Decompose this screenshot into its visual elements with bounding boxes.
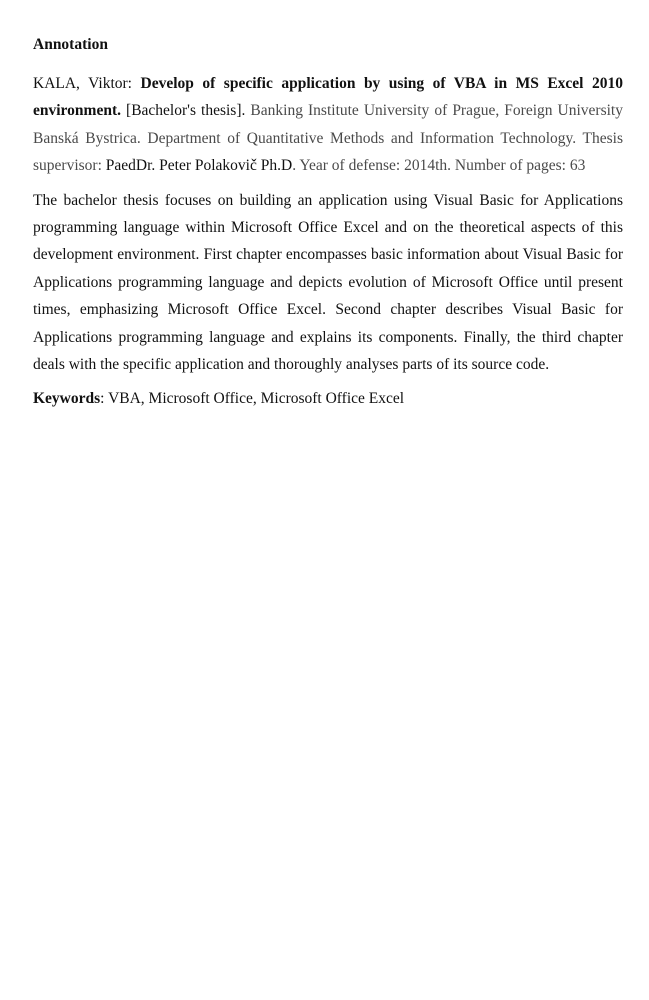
citation-institution: Banking Institute University of Prague, Foreign University Banská Bystrica. Department of Quantitative Methods and Information Technology. Thesis supervisor: (33, 102, 623, 175)
citation-author: KALA, Viktor: (33, 75, 141, 92)
citation-defense-info: . Year of defense: 2014th. Number of pages: 63 (292, 157, 586, 175)
citation-supervisor: PaedDr. Peter Polakovič Ph.D (105, 157, 293, 175)
abstract-paragraph: The bachelor thesis focuses on building an application using Visual Basic for Applications programming language within Microsoft Office Excel and on the theoretical aspects of this development environment. First chapter encompasses basic information about Visual Basic for Applications programming language and depicts evolution of Microsoft Office until present times, emphasizing Microsoft Office Excel. Second chapter describes Visual Basic for Applications programming language and explains its components. Finally, the third chapter deals with the specific application and thoroughly analyses parts of its source code. (33, 191, 623, 374)
citation-title: Develop of specific application by using of VBA in MS Excel 2010 environment. (33, 75, 623, 120)
annotation-heading: Annotation (33, 36, 108, 53)
citation-thesis-type: [Bachelor's thesis]. (120, 102, 246, 120)
keywords-label: Keywords (33, 390, 101, 408)
keywords-line (33, 385, 623, 412)
keywords-text: : VBA, Microsoft Office, Microsoft Office Excel (100, 390, 405, 408)
annotation-page (33, 34, 623, 413)
citation-paragraph (33, 70, 623, 180)
